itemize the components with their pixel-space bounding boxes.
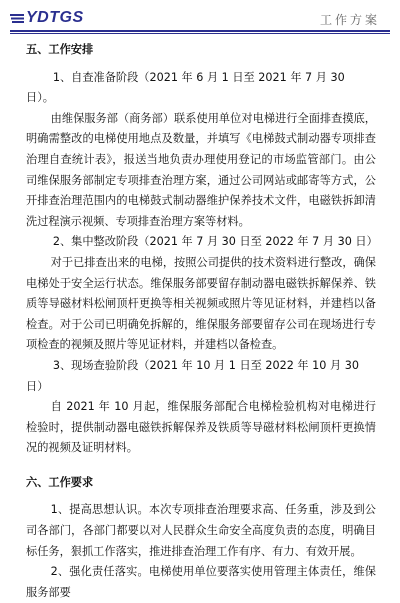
header-divider-thin [10, 33, 390, 34]
header-divider [10, 30, 390, 32]
stage-1-body: 由维保服务部（商务部）联系使用单位对电梯进行全面排查摸底，明确需整改的电梯使用地点及数量，并填写《电梯鼓式制动器专项排查治理自查统计表》，报送当地负责办理使用登记的市场监管部门。由公司维保服务部制定专项排查治理方案，通过公司网站或邮寄等方式，公开排查治理范围内的电梯鼓式制动器维护保养技术文件，电磁铁拆卸清洗过程演示视频、专项排查治理方案等材料。 [26, 111, 376, 228]
company-logo [10, 9, 84, 27]
requirement-1-body: 1、提高思想认识。本次专项排查治理要求高、任务重，涉及到公司各部门，各部门都要以对人民群众生命安全高度负责的态度，明确目标任务，狠抓工作落实，推进排查治理工作有序、有力、有效开展。 [26, 503, 376, 558]
section-6-title: 六、工作要求 [26, 475, 94, 489]
logo-stripes-icon [10, 13, 24, 23]
page-header [0, 0, 400, 36]
requirement-2-body: 2、强化责任落实。电梯使用单位要落实使用管理主体责任，维保服务部要 [26, 565, 376, 599]
stage-3-body: 自 2021 年 10 月起，维保服务部配合电梯检验机构对电梯进行检验时，提供制动器电磁铁拆解保养及铁质等导磁材料松闸顶杆更换情况的视频及证明材料。 [26, 400, 376, 455]
stage-2-body: 对于已排查出来的电梯，按照公司提供的技术资料进行整改，确保电梯处于安全运行状态。维保服务部要留存制动器电磁铁拆解保养、铁质等导磁材料松闸顶杆更换等相关视频或照片等见证材料，并建档以备检查。对于公司已明确免拆解的，维保服务部要留存公司在现场进行专项检查的视频及照片等见证材料，并建档以备检查。 [26, 255, 376, 352]
document-type-label: 工作方案 [319, 13, 380, 27]
stage-3-title: 3、现场查验阶段（2021 年 10 月 1 日至 2022 年 10 月 30 日） [26, 358, 359, 393]
document-body [26, 40, 376, 603]
stage-2-title: 2、集中整改阶段（2021 年 7 月 30 日至 2022 年 7 月 30 日） [52, 235, 378, 249]
section-5-title: 五、工作安排 [26, 43, 94, 56]
logo-text: YDTGS [26, 9, 84, 26]
stage-1-title: 1、自查准备阶段（2021 年 6 月 1 日至 2021 年 7 月 30 日）。 [26, 70, 345, 105]
